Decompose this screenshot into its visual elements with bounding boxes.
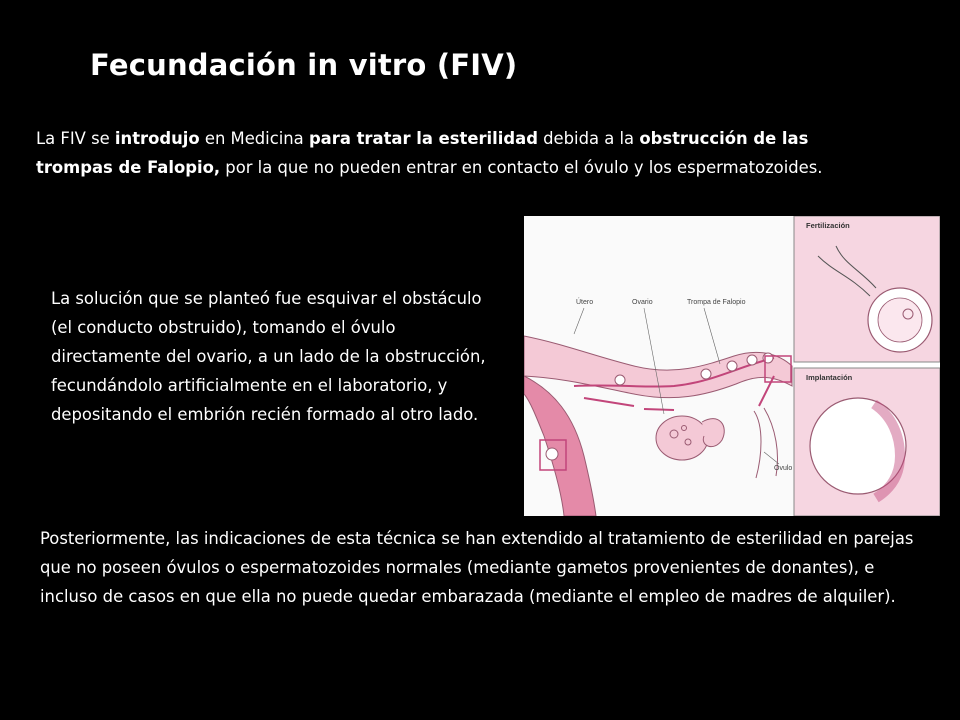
label-ovario: Ovario <box>632 299 653 306</box>
intro-paragraph <box>36 124 866 182</box>
reproductive-diagram <box>524 216 940 516</box>
intro-run: obstrucción de las trompas de Falopio, <box>36 129 809 177</box>
intro-run: La FIV se <box>36 129 115 148</box>
solution-paragraph: La solución que se planteó fue esquivar el obstáculo (el conducto obstruido), tomando el óvulo directamente del ovario, a un lado de la obstrucción, fecundándolo artificialmente en el laboratorio, y depositando el embrión recién formado al otro lado. <box>51 289 486 424</box>
intro-run: debida a la <box>537 129 640 148</box>
label-utero: Útero <box>576 299 594 306</box>
intro-run: para tratar la esterilidad <box>308 129 538 148</box>
later-paragraph: Posteriormente, las indicaciones de esta técnica se han extendido al tratamiento de esterilidad en parejas que no poseen óvulos o espermatozoides normales (mediante gametos provenientes de donantes), e incluso de casos en que ella no puede quedar embarazada (mediante el empleo de madres de alquiler). <box>40 529 914 606</box>
label-ovulo: Óvulo <box>774 465 793 472</box>
intro-run: introdujo <box>114 129 200 148</box>
label-trompa: Trompa de Falopio <box>687 299 746 306</box>
inset-implantacion-title: Implantación <box>806 373 853 382</box>
intro-run: en Medicina <box>199 129 309 148</box>
page-title: Fecundación in vitro (FIV) <box>90 48 518 82</box>
intro-run: por la que no pueden entrar en contacto el óvulo y los espermatozoides. <box>220 158 823 177</box>
inset-fertilizacion-title: Fertilización <box>806 221 850 230</box>
